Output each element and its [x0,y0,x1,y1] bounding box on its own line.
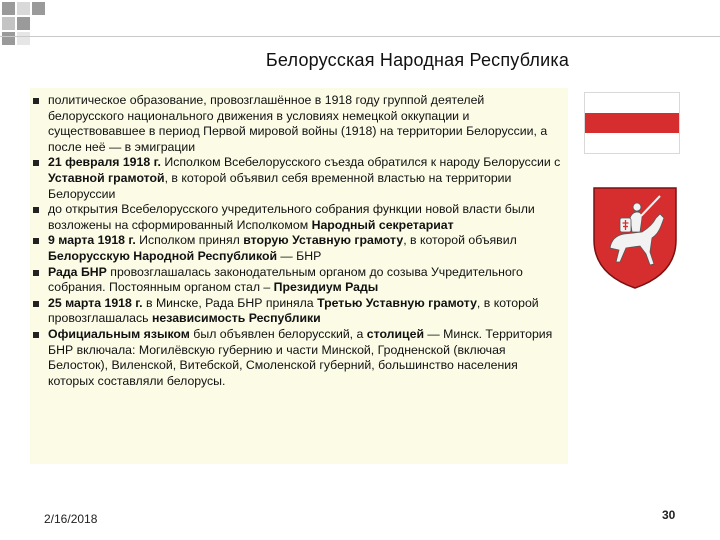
corner-decoration [0,0,60,48]
bullet-item [30,327,562,389]
bold-text: Уставной грамотой [48,170,165,185]
pahonia-coat-of-arms-image [590,182,680,292]
bullet-item [30,93,562,155]
bullet-square-icon [33,332,39,338]
bullet-square-icon [33,207,39,213]
flag-stripe-red [585,113,679,133]
bullet-text: Исполком Всебелорусского съезда обратился к народу Белоруссии с [160,155,561,170]
bullet-square-icon [33,98,39,104]
bold-text: вторую Уставную грамоту [243,233,404,248]
bullet-text: политическое образование, провозглашённое в 1918 году группой деятелей белорусского национального движения в условиях немецкой оккупации и существовавшее в период Первой мировой войны (1918) на территории Белоруссии, а после неё — в эмиграции [48,93,548,154]
bullet-text: , в которой объявил [403,233,517,248]
bold-text: Рада БНР [48,264,107,279]
bullet-item [30,202,562,233]
rider-head [633,203,641,211]
corner-square [17,2,30,15]
bullet-square-icon [33,238,39,244]
flag-stripe-white [585,93,679,113]
bold-text: 9 марта 1918 г. [48,233,136,248]
bullet-item [30,155,562,202]
bnr-flag-image [584,92,680,154]
bullet-item [30,233,562,264]
slide-title: Белорусская Народная Республика [265,50,570,70]
bullet-square-icon [33,301,39,307]
bullet-square-icon [33,160,39,166]
corner-square [2,17,15,30]
corner-square [17,32,30,45]
bullet-text: Исполком принял [135,233,244,248]
rider-figure [630,212,642,232]
bold-text: Белорусскую Народной Республикой [48,248,278,263]
bullet-text: — БНР [277,248,322,263]
corner-square [2,32,15,45]
bullet-item [30,296,562,327]
corner-square [2,2,15,15]
bullet-square-icon [33,270,39,276]
bullet-text: , в которой объявил себя временной властью на территории Белоруссии [48,170,512,201]
bullet-text: — Минск. Территория БНР включала: Могилёвскую губернию и части Минской, Гродненской (включая Белосток), Виленской, Витебской, Смоленской губерний, большинство населения которых составляли белорусы. [48,326,553,388]
footer-date: 2/16/2018 [44,512,98,526]
bullet-list [30,93,562,389]
bold-text: Третью Уставную грамоту [317,295,477,310]
bold-text: столицей [366,326,425,341]
bold-text: 21 февраля 1918 г. [48,155,161,170]
bullet-text: до открытия Всебелорусского учредительного собрания функции новой власти были возложены на сформированный Исполкомом [48,202,535,232]
bullet-text: в Минске, Рада БНР приняла [142,295,318,310]
bullet-text: был объявлен белорусский, а [189,326,367,341]
bullet-item [30,265,562,296]
page-number: 30 [662,508,676,522]
bold-text: Президиум Рады [273,280,379,295]
flag-stripe-white [585,133,679,153]
header-divider [0,36,720,37]
bullet-text: провозглашалась законодательным органом до созыва Учредительного собрания. Постоянным органом стал – [48,264,523,295]
corner-square [17,17,30,30]
bold-text: 25 марта 1918 г. [48,295,143,310]
bold-text: независимость Республики [152,311,321,326]
bold-text: Народный секретариат [311,217,454,232]
bullet-text: , в которой провозглашалась [48,295,539,326]
bold-text: Официальным языком [48,326,190,341]
corner-square [32,2,45,15]
